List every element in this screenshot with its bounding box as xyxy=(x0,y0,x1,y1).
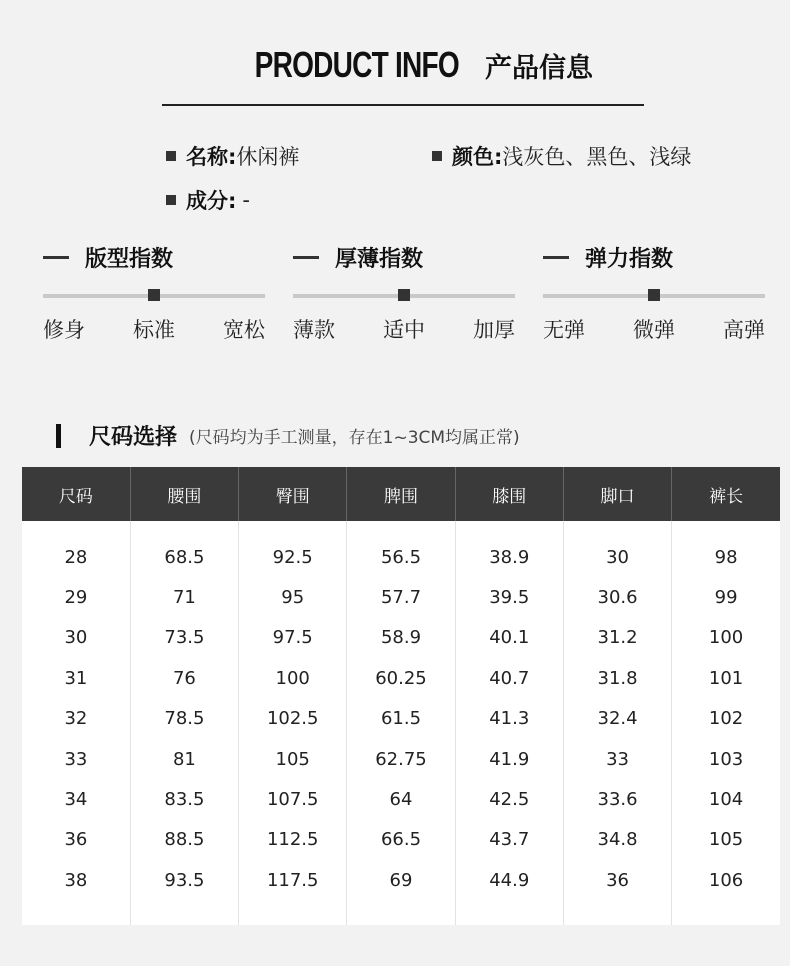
table-cell: 107.5 xyxy=(239,779,347,819)
index-elasticity-title: 弹力指数 xyxy=(585,246,674,272)
table-cell: 36 xyxy=(22,820,130,860)
table-cell: 78.5 xyxy=(130,699,238,739)
info-name-key: 名称: xyxy=(186,145,237,169)
table-cell: 69 xyxy=(347,860,455,900)
col-header: 脾围 xyxy=(347,467,455,521)
table-cell: 28 xyxy=(22,537,130,577)
table-cell: 38.9 xyxy=(455,537,563,577)
index-thickness xyxy=(293,242,517,342)
index-thickness-label-low: 薄款 xyxy=(293,318,335,342)
index-fit-label-low: 修身 xyxy=(43,318,85,342)
table-cell: 44.9 xyxy=(455,860,563,900)
table-cell: 92.5 xyxy=(239,537,347,577)
table-cell: 34 xyxy=(22,779,130,819)
title-english: PRODUCT INFO xyxy=(254,44,459,85)
table-cell: 68.5 xyxy=(130,537,238,577)
table-cell: 71 xyxy=(130,577,238,617)
info-material xyxy=(166,185,250,215)
info-name xyxy=(166,141,299,171)
table-cell: 33 xyxy=(22,739,130,779)
table-cell: 57.7 xyxy=(347,577,455,617)
table-cell: 31.2 xyxy=(563,618,671,658)
info-name-value: 休闲裤 xyxy=(236,145,300,169)
index-fit-title: 版型指数 xyxy=(85,246,174,272)
table-row xyxy=(22,820,780,860)
table-cell: 64 xyxy=(347,779,455,819)
table-cell: 39.5 xyxy=(455,577,563,617)
table-cell: 76 xyxy=(130,658,238,698)
table-cell: 62.75 xyxy=(347,739,455,779)
index-fit-knob xyxy=(148,289,160,301)
table-cell: 41.3 xyxy=(455,699,563,739)
table-cell: 30.6 xyxy=(563,577,671,617)
info-material-key: 成分: xyxy=(186,189,237,213)
table-cell: 117.5 xyxy=(239,860,347,900)
index-elasticity-label-mid: 微弹 xyxy=(633,318,675,342)
table-cell: 60.25 xyxy=(347,658,455,698)
info-color-value: 浅灰色、黑色、浅绿 xyxy=(502,145,692,169)
table-cell: 100 xyxy=(239,658,347,698)
table-cell: 100 xyxy=(672,618,780,658)
table-cell: 88.5 xyxy=(130,820,238,860)
col-header: 尺码 xyxy=(22,467,130,521)
table-cell: 102.5 xyxy=(239,699,347,739)
index-thickness-title: 厚薄指数 xyxy=(335,246,424,272)
table-cell: 32 xyxy=(22,699,130,739)
index-thickness-label-mid: 适中 xyxy=(383,318,425,342)
table-cell: 102 xyxy=(672,699,780,739)
table-cell: 105 xyxy=(672,820,780,860)
table-cell: 43.7 xyxy=(455,820,563,860)
table-cell: 40.1 xyxy=(455,618,563,658)
bullet-square-icon xyxy=(166,151,176,161)
bullet-square-icon xyxy=(432,151,442,161)
table-cell: 33.6 xyxy=(563,779,671,819)
table-cell: 112.5 xyxy=(239,820,347,860)
index-thickness-knob xyxy=(398,289,410,301)
col-header: 腰围 xyxy=(130,467,238,521)
table-cell: 34.8 xyxy=(563,820,671,860)
table-cell: 41.9 xyxy=(455,739,563,779)
table-row xyxy=(22,618,780,658)
table-cell: 33 xyxy=(563,739,671,779)
size-section-title: 尺码选择 xyxy=(89,425,178,450)
size-table-header-row xyxy=(22,467,780,521)
table-cell: 106 xyxy=(672,860,780,900)
title-chinese: 产品信息 xyxy=(485,53,593,84)
col-header: 膝围 xyxy=(455,467,563,521)
dash-icon xyxy=(43,256,69,259)
bullet-square-icon xyxy=(166,195,176,205)
col-header: 臀围 xyxy=(239,467,347,521)
index-elasticity-label-high: 高弹 xyxy=(723,318,765,342)
table-cell: 32.4 xyxy=(563,699,671,739)
index-elasticity xyxy=(543,242,767,342)
table-row xyxy=(22,577,780,617)
table-row xyxy=(22,860,780,900)
section-bar-icon xyxy=(56,424,61,448)
table-cell: 38 xyxy=(22,860,130,900)
col-header: 裤长 xyxy=(672,467,780,521)
table-cell: 29 xyxy=(22,577,130,617)
table-cell: 104 xyxy=(672,779,780,819)
col-header: 脚口 xyxy=(563,467,671,521)
info-color xyxy=(432,141,691,171)
table-row xyxy=(22,658,780,698)
dash-icon xyxy=(293,256,319,259)
index-thickness-label-high: 加厚 xyxy=(473,318,515,342)
dash-icon xyxy=(543,256,569,259)
table-cell: 31.8 xyxy=(563,658,671,698)
table-cell: 73.5 xyxy=(130,618,238,658)
table-cell: 61.5 xyxy=(347,699,455,739)
table-row xyxy=(22,739,780,779)
table-cell: 103 xyxy=(672,739,780,779)
size-section-note: (尺码均为手工测量，存在1~3CM均属正常) xyxy=(189,428,520,448)
table-cell: 31 xyxy=(22,658,130,698)
table-cell: 42.5 xyxy=(455,779,563,819)
info-material-value: - xyxy=(242,188,250,212)
index-fit-label-mid: 标准 xyxy=(133,318,175,342)
table-cell: 93.5 xyxy=(130,860,238,900)
table-cell: 56.5 xyxy=(347,537,455,577)
table-row xyxy=(22,537,780,577)
table-cell: 30 xyxy=(563,537,671,577)
size-table xyxy=(22,467,780,925)
table-row xyxy=(22,779,780,819)
table-cell: 66.5 xyxy=(347,820,455,860)
table-cell: 36 xyxy=(563,860,671,900)
header-divider xyxy=(162,104,644,106)
table-cell: 97.5 xyxy=(239,618,347,658)
table-cell: 83.5 xyxy=(130,779,238,819)
table-cell: 99 xyxy=(672,577,780,617)
size-section-header xyxy=(56,420,520,451)
table-cell: 58.9 xyxy=(347,618,455,658)
index-fit xyxy=(43,242,267,342)
table-cell: 81 xyxy=(130,739,238,779)
index-fit-label-high: 宽松 xyxy=(223,318,265,342)
table-cell: 30 xyxy=(22,618,130,658)
table-cell: 40.7 xyxy=(455,658,563,698)
table-row xyxy=(22,699,780,739)
table-cell: 101 xyxy=(672,658,780,698)
table-cell: 98 xyxy=(672,537,780,577)
index-elasticity-knob xyxy=(648,289,660,301)
index-elasticity-label-low: 无弹 xyxy=(543,318,585,342)
table-cell: 95 xyxy=(239,577,347,617)
table-cell: 105 xyxy=(239,739,347,779)
page-header xyxy=(0,44,790,86)
info-color-key: 颜色: xyxy=(452,145,503,169)
